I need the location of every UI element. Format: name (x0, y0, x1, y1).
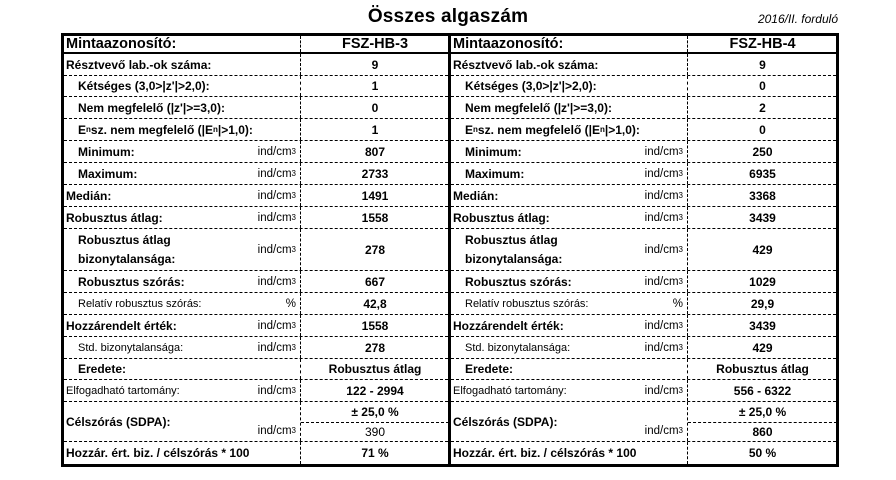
header-label: Mintaazonosító: (66, 36, 177, 52)
maximum-value: 2733 (300, 163, 449, 184)
std-unc-value: 429 (687, 337, 837, 358)
acceptable-value: 556 - 6322 (687, 380, 837, 401)
sample-id: FSZ-HB-4 (687, 36, 837, 52)
not-ok-value: 0 (300, 97, 449, 118)
sdpa-value (300, 402, 449, 441)
median-label: Medián: (66, 188, 112, 203)
sdpa-row (451, 402, 836, 442)
sdpa-percent: ± 25,0 % (301, 402, 449, 423)
ratio-value: 50 % (687, 442, 837, 464)
minimum-value: 250 (687, 141, 837, 162)
header-row (64, 36, 448, 54)
robust-sd-unit: ind/cm 3 (644, 275, 683, 288)
rel-robust-sd-label: Relatív robusztus szórás: (78, 297, 202, 310)
acceptable-row (451, 380, 836, 402)
sdpa-label: Célszórás (SDPA): (453, 414, 558, 429)
assigned-value: 3439 (687, 315, 837, 336)
acceptable-value: 122 - 2994 (300, 380, 449, 401)
robust-sd-row (451, 271, 836, 293)
maximum-row (451, 163, 836, 185)
not-ok-value: 2 (687, 97, 837, 118)
doubtful-label: Kétséges (3,0>|z'|>2,0): (78, 79, 210, 93)
maximum-value: 6935 (687, 163, 837, 184)
maximum-row (64, 163, 448, 185)
sdpa-absolute: 860 (752, 424, 773, 439)
assigned-row (451, 315, 836, 337)
assigned-label: Hozzárendelt érték: (453, 318, 564, 333)
not-ok-label: Nem megfelelő (|z'|>=3,0): (465, 100, 612, 115)
participants-row (451, 54, 836, 76)
en-not-ok-row (451, 119, 836, 141)
std-unc-row (451, 337, 836, 359)
median-unit: ind/cm 3 (257, 189, 296, 202)
doubtful-row (451, 76, 836, 97)
origin-value: Robusztus átlag (300, 359, 449, 379)
std-unc-label: Std. bizonytalansága: (465, 341, 571, 354)
robust-unc-value: 429 (687, 229, 837, 270)
sample-id: FSZ-HB-3 (300, 36, 449, 52)
participants-row (64, 54, 448, 76)
maximum-label: Maximum: (465, 166, 525, 181)
std-unc-label: Std. bizonytalansága: (78, 341, 184, 354)
robust-mean-label: Robusztus átlag: (66, 210, 163, 225)
minimum-label: Minimum: (465, 144, 522, 159)
participants-label: Résztvevő lab.-ok száma: (66, 57, 212, 72)
assigned-value: 1558 (300, 315, 449, 336)
std-unc-value: 278 (300, 337, 449, 358)
en-not-ok-label: E n sz. nem megfelelő (|E n |>1,0): (465, 122, 640, 137)
assigned-label: Hozzárendelt érték: (66, 318, 177, 333)
ratio-label: Hozzár. ért. biz. / célszórás * 100 (453, 446, 637, 460)
median-row (64, 185, 448, 207)
assigned-row (64, 315, 448, 337)
rel-robust-sd-unit: % (285, 297, 296, 310)
acceptable-unit: ind/cm 3 (644, 384, 683, 397)
std-unc-unit: ind/cm 3 (644, 341, 683, 354)
en-not-ok-value: 1 (300, 119, 449, 140)
origin-label: Eredete: (78, 362, 127, 376)
participants-label: Résztvevő lab.-ok száma: (453, 57, 599, 72)
rel-robust-sd-row (64, 293, 448, 315)
minimum-unit: ind/cm 3 (257, 145, 296, 158)
robust-mean-row (64, 207, 448, 229)
median-value: 1491 (300, 185, 449, 206)
sample-column-right (451, 36, 836, 464)
acceptable-label: Elfogadható tartomány: (453, 384, 567, 397)
origin-label: Eredete: (465, 362, 514, 376)
maximum-unit: ind/cm 3 (644, 167, 683, 180)
minimum-value: 807 (300, 141, 449, 162)
ratio-value: 71 % (300, 442, 449, 464)
doubtful-value: 1 (300, 76, 449, 96)
origin-row (64, 359, 448, 380)
sdpa-unit: ind/cm 3 (644, 424, 683, 437)
sdpa-percent: ± 25,0 % (688, 402, 837, 423)
not-ok-label: Nem megfelelő (|z'|>=3,0): (78, 100, 225, 115)
median-value: 3368 (687, 185, 837, 206)
en-not-ok-label: E n sz. nem megfelelő (|E n |>1,0): (78, 122, 253, 137)
robust-sd-unit: ind/cm 3 (257, 275, 296, 288)
participants-value: 9 (687, 54, 837, 75)
sdpa-absolute: 390 (364, 424, 386, 439)
sample-column-left (64, 36, 448, 464)
rel-robust-sd-value: 29,9 (687, 293, 837, 314)
robust-unc-label: Robusztus átlag bizonytalansága: (78, 232, 176, 266)
sdpa-label: Célszórás (SDPA): (66, 414, 171, 429)
robust-mean-unit: ind/cm 3 (257, 211, 296, 224)
rel-robust-sd-value: 42,8 (300, 293, 449, 314)
ratio-label: Hozzár. ért. biz. / célszórás * 100 (66, 446, 250, 460)
std-unc-row (64, 337, 448, 359)
acceptable-row (64, 380, 448, 402)
doubtful-label: Kétséges (3,0>|z'|>2,0): (465, 79, 597, 93)
acceptable-label: Elfogadható tartomány: (66, 384, 180, 397)
not-ok-row (451, 97, 836, 119)
maximum-label: Maximum: (78, 166, 138, 181)
sdpa-unit: ind/cm 3 (257, 424, 296, 437)
median-row (451, 185, 836, 207)
acceptable-unit: ind/cm 3 (257, 384, 296, 397)
doubtful-value: 0 (687, 76, 837, 96)
robust-mean-unit: ind/cm 3 (644, 211, 683, 224)
assigned-unit: ind/cm 3 (644, 319, 683, 332)
robust-sd-value: 1029 (687, 271, 837, 292)
sdpa-value (687, 402, 837, 441)
header-label: Mintaazonosító: (453, 36, 564, 52)
robust-unc-row (64, 229, 448, 271)
robust-mean-value: 1558 (300, 207, 449, 228)
std-unc-unit: ind/cm 3 (257, 341, 296, 354)
rel-robust-sd-label: Relatív robusztus szórás: (465, 297, 589, 310)
origin-value: Robusztus átlag (687, 359, 837, 379)
robust-unc-unit: ind/cm 3 (644, 243, 683, 256)
assigned-unit: ind/cm 3 (257, 319, 296, 332)
minimum-row (451, 141, 836, 163)
minimum-label: Minimum: (78, 144, 135, 159)
robust-unc-label: Robusztus átlag bizonytalansága: (465, 232, 563, 266)
en-not-ok-value: 0 (687, 119, 837, 140)
rel-robust-sd-row (451, 293, 836, 315)
robust-mean-value: 3439 (687, 207, 837, 228)
header-row (451, 36, 836, 54)
median-unit: ind/cm 3 (644, 189, 683, 202)
rel-robust-sd-unit: % (672, 297, 683, 310)
robust-mean-row (451, 207, 836, 229)
sdpa-row (64, 402, 448, 442)
robust-sd-label: Robusztus szórás: (78, 274, 185, 289)
origin-row (451, 359, 836, 380)
robust-unc-value: 278 (300, 229, 449, 270)
robust-sd-value: 667 (300, 271, 449, 292)
minimum-row (64, 141, 448, 163)
robust-unc-unit: ind/cm 3 (257, 243, 296, 256)
en-not-ok-row (64, 119, 448, 141)
robust-mean-label: Robusztus átlag: (453, 210, 550, 225)
ratio-row (451, 442, 836, 464)
minimum-unit: ind/cm 3 (644, 145, 683, 158)
robust-unc-row (451, 229, 836, 271)
not-ok-row (64, 97, 448, 119)
robust-sd-row (64, 271, 448, 293)
maximum-unit: ind/cm 3 (257, 167, 296, 180)
median-label: Medián: (453, 188, 499, 203)
robust-sd-label: Robusztus szórás: (465, 274, 572, 289)
participants-value: 9 (300, 54, 449, 75)
round-label: 2016/II. forduló (757, 12, 838, 26)
page-title: Összes algaszám (367, 6, 529, 27)
doubtful-row (64, 76, 448, 97)
ratio-row (64, 442, 448, 464)
